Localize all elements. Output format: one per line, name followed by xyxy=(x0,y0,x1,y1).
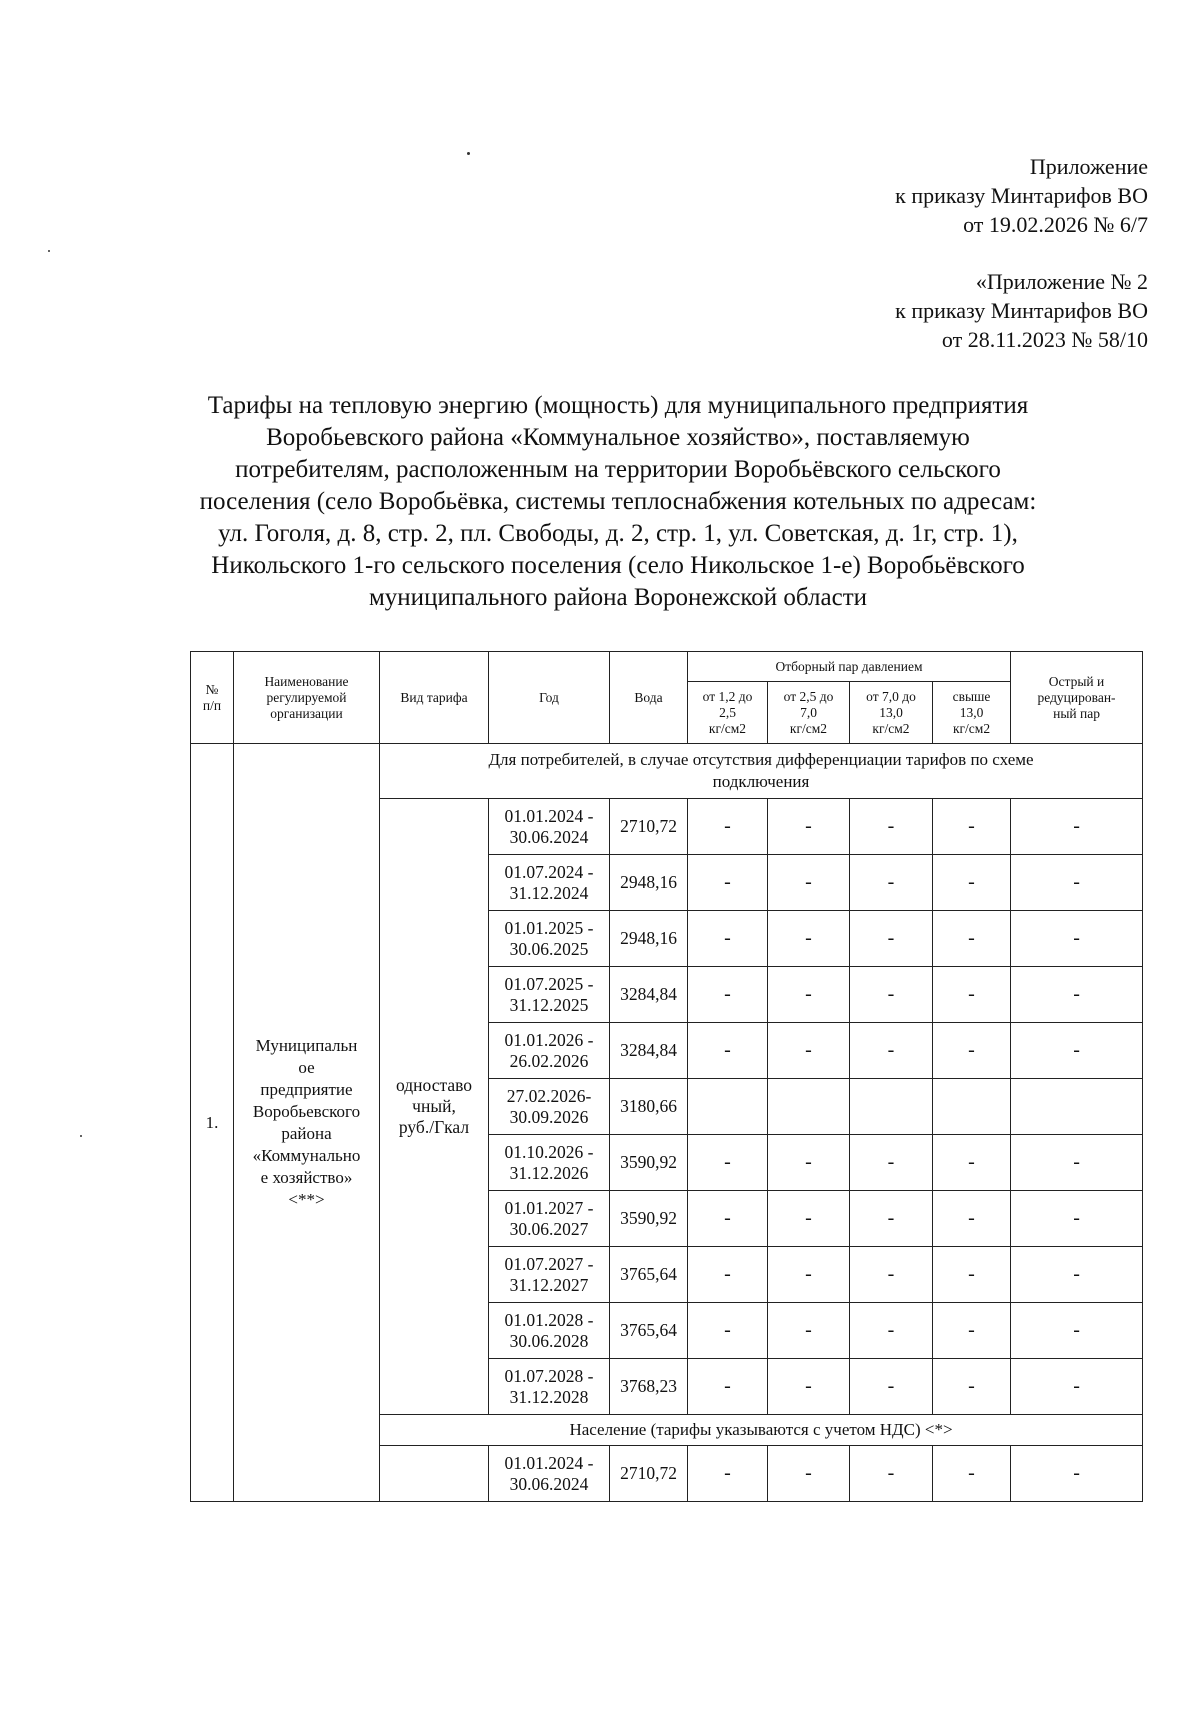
water-tariff-value: 2948,16 xyxy=(610,855,688,911)
steam-tariff-value-p2: - xyxy=(768,1247,850,1303)
steam-tariff-value-p4 xyxy=(933,1079,1011,1135)
scan-speck xyxy=(467,152,470,155)
steam-tariff-value-sharp: - xyxy=(1011,967,1143,1023)
steam-tariff-value-p2: - xyxy=(768,1446,850,1502)
appendix-line: к приказу Минтарифов ВО xyxy=(895,298,1148,323)
title-line: потребителям, расположенным на территории Воробьёвского сельского xyxy=(235,456,1001,483)
water-tariff-value: 3284,84 xyxy=(610,1023,688,1079)
cell-line: Для потребителей, в случае отсутствия дифференциации тарифов по схеме xyxy=(488,750,1034,769)
cell-line: 01.01.2028 - xyxy=(504,1309,594,1330)
section-label-population: Население (тарифы указываются с учетом НДС) <*> xyxy=(380,1415,1143,1446)
steam-tariff-value-p2: - xyxy=(768,1191,850,1247)
cell-line: ое xyxy=(298,1057,315,1077)
period-cell xyxy=(489,1303,610,1359)
cell-line: е хозяйство» xyxy=(260,1167,353,1187)
section-label-consumers xyxy=(380,744,1143,799)
steam-tariff-value-p4: - xyxy=(933,1446,1011,1502)
steam-tariff-value-sharp: - xyxy=(1011,855,1143,911)
steam-tariff-value-p4: - xyxy=(933,967,1011,1023)
cell-line: 01.01.2024 - xyxy=(504,805,594,826)
steam-tariff-value-p4: - xyxy=(933,1247,1011,1303)
cell-line: 01.07.2027 - xyxy=(504,1253,594,1274)
cell-line: 26.02.2026 xyxy=(509,1050,589,1071)
steam-tariff-value-p2 xyxy=(768,1079,850,1135)
cell-line: 31.12.2024 xyxy=(509,882,589,903)
header-steam-above-13-0: свыше 13,0 кг/см2 xyxy=(933,682,1011,744)
steam-tariff-value-p3: - xyxy=(850,1247,933,1303)
steam-tariff-value-sharp: - xyxy=(1011,1191,1143,1247)
steam-tariff-value-p1: - xyxy=(688,1191,768,1247)
cell-line: 31.12.2025 xyxy=(509,994,589,1015)
cell-line: чный, xyxy=(412,1096,456,1116)
cell-line: подключения xyxy=(712,772,810,791)
steam-tariff-value-p3 xyxy=(850,1079,933,1135)
cell-line: одноставо xyxy=(396,1075,472,1095)
header-steam-1-2-to-2-5: от 1,2 до 2,5 кг/см2 xyxy=(688,682,768,744)
document-title xyxy=(178,390,1058,614)
water-tariff-value: 3590,92 xyxy=(610,1135,688,1191)
period-cell xyxy=(489,1079,610,1135)
header-tariff-kind: Вид тарифа xyxy=(380,652,489,744)
steam-tariff-value-sharp: - xyxy=(1011,1359,1143,1415)
steam-tariff-value-p3: - xyxy=(850,855,933,911)
cell-line: 01.07.2025 - xyxy=(504,973,594,994)
title-line: Никольского 1-го сельского поселения (село Никольское 1-е) Воробьёвского xyxy=(211,552,1025,579)
water-tariff-value: 3768,23 xyxy=(610,1359,688,1415)
cell-line: 30.06.2028 xyxy=(509,1330,589,1351)
steam-tariff-value-sharp: - xyxy=(1011,1446,1143,1502)
steam-tariff-value-sharp: - xyxy=(1011,911,1143,967)
water-tariff-value: 3180,66 xyxy=(610,1079,688,1135)
water-tariff-value: 3765,64 xyxy=(610,1303,688,1359)
header-steam-2-5-to-7-0: от 2,5 до 7,0 кг/см2 xyxy=(768,682,850,744)
steam-tariff-value-p2: - xyxy=(768,967,850,1023)
steam-tariff-value-p4: - xyxy=(933,1359,1011,1415)
steam-tariff-value-sharp: - xyxy=(1011,1023,1143,1079)
cell-line: 30.06.2024 xyxy=(509,1473,589,1494)
water-tariff-value: 3590,92 xyxy=(610,1191,688,1247)
cell-line: 01.07.2024 - xyxy=(504,861,594,882)
scan-speck xyxy=(80,1135,82,1137)
steam-tariff-value-p2: - xyxy=(768,799,850,855)
period-cell xyxy=(489,1247,610,1303)
period-cell xyxy=(489,967,610,1023)
period-cell xyxy=(489,911,610,967)
appendix-line: от 28.11.2023 № 58/10 xyxy=(941,327,1148,352)
tariff-table xyxy=(190,651,1143,1502)
steam-tariff-value-p1: - xyxy=(688,1247,768,1303)
cell-line: 31.12.2028 xyxy=(509,1386,589,1407)
steam-tariff-value-p3: - xyxy=(850,1023,933,1079)
appendix-line: к приказу Минтарифов ВО xyxy=(895,183,1148,208)
tariff-kind-empty xyxy=(380,1446,489,1502)
period-cell xyxy=(489,1359,610,1415)
appendix-line: «Приложение № 2 xyxy=(975,269,1148,294)
steam-tariff-value-p3: - xyxy=(850,1446,933,1502)
steam-tariff-value-p2: - xyxy=(768,1135,850,1191)
cell-line: 01.01.2025 - xyxy=(504,917,594,938)
steam-tariff-value-p2: - xyxy=(768,1359,850,1415)
cell-line: <**> xyxy=(288,1189,325,1209)
cell-line: 01.01.2026 - xyxy=(504,1029,594,1050)
period-cell xyxy=(489,1135,610,1191)
title-line: ул. Гоголя, д. 8, стр. 2, пл. Свободы, д. 2, стр. 1, ул. Советская, д. 1г, стр. 1), xyxy=(218,520,1018,547)
period-cell xyxy=(489,1023,610,1079)
period-cell xyxy=(489,855,610,911)
cell-line: 30.06.2025 xyxy=(509,938,589,959)
cell-line: 01.07.2028 - xyxy=(504,1365,594,1386)
steam-tariff-value-p2: - xyxy=(768,1023,850,1079)
steam-tariff-value-p1: - xyxy=(688,1446,768,1502)
cell-line: Муниципальн xyxy=(255,1035,358,1055)
section-row-consumers xyxy=(191,744,1143,799)
steam-tariff-value-p3: - xyxy=(850,1191,933,1247)
steam-tariff-value-p3: - xyxy=(850,967,933,1023)
row-number: 1. xyxy=(191,744,234,1502)
title-line: Тарифы на тепловую энергию (мощность) для муниципального предприятия xyxy=(207,392,1029,419)
header-steam-7-0-to-13-0: от 7,0 до 13,0 кг/см2 xyxy=(850,682,933,744)
steam-tariff-value-p3: - xyxy=(850,799,933,855)
water-tariff-value: 3765,64 xyxy=(610,1247,688,1303)
header-steam-group: Отборный пар давлением xyxy=(688,652,1011,682)
steam-tariff-value-p3: - xyxy=(850,911,933,967)
appendix-reference-current xyxy=(895,152,1148,239)
title-line: поселения (село Воробьёвка, системы теплоснабжения котельных по адресам: xyxy=(199,488,1037,515)
steam-tariff-value-p4: - xyxy=(933,1135,1011,1191)
steam-tariff-value-p1: - xyxy=(688,1359,768,1415)
steam-tariff-value-p4: - xyxy=(933,1303,1011,1359)
cell-line: района xyxy=(281,1123,332,1143)
cell-line: 01.01.2027 - xyxy=(504,1197,594,1218)
scan-speck xyxy=(48,250,50,252)
steam-tariff-value-p3: - xyxy=(850,1135,933,1191)
steam-tariff-value-p4: - xyxy=(933,1191,1011,1247)
steam-tariff-value-p1: - xyxy=(688,855,768,911)
cell-line: 31.12.2027 xyxy=(509,1274,589,1295)
header-year: Год xyxy=(489,652,610,744)
steam-tariff-value-p3: - xyxy=(850,1359,933,1415)
appendix-reference-original xyxy=(895,267,1148,354)
steam-tariff-value-p1: - xyxy=(688,1023,768,1079)
header-water: Вода xyxy=(610,652,688,744)
steam-tariff-value-p1: - xyxy=(688,1135,768,1191)
header-number: № п/п xyxy=(191,652,234,744)
water-tariff-value: 2710,72 xyxy=(610,799,688,855)
appendix-line: от 19.02.2026 № 6/7 xyxy=(963,212,1148,237)
steam-tariff-value-p1: - xyxy=(688,911,768,967)
cell-line: 01.01.2024 - xyxy=(504,1452,594,1473)
steam-tariff-value-p2: - xyxy=(768,855,850,911)
steam-tariff-value-p4: - xyxy=(933,799,1011,855)
steam-tariff-value-p4: - xyxy=(933,855,1011,911)
appendix-line: Приложение xyxy=(1029,154,1148,179)
steam-tariff-value-p1: - xyxy=(688,799,768,855)
cell-line: 30.09.2026 xyxy=(509,1106,589,1127)
water-tariff-value: 2948,16 xyxy=(610,911,688,967)
cell-line: 31.12.2026 xyxy=(509,1162,589,1183)
steam-tariff-value-p1: - xyxy=(688,967,768,1023)
period-cell xyxy=(489,1446,610,1502)
steam-tariff-value-p2: - xyxy=(768,911,850,967)
cell-line: 01.10.2026 - xyxy=(504,1141,594,1162)
steam-tariff-value-sharp xyxy=(1011,1079,1143,1135)
period-cell xyxy=(489,1191,610,1247)
steam-tariff-value-p1: - xyxy=(688,1303,768,1359)
steam-tariff-value-p3: - xyxy=(850,1303,933,1359)
cell-line: 27.02.2026- xyxy=(506,1085,592,1106)
header-organization: Наименование регулируемой организации xyxy=(234,652,380,744)
cell-line: Воробьевского xyxy=(252,1101,361,1121)
steam-tariff-value-p1 xyxy=(688,1079,768,1135)
cell-line: 30.06.2027 xyxy=(509,1218,589,1239)
steam-tariff-value-p2: - xyxy=(768,1303,850,1359)
header-sharp-steam: Острый и редуцирован- ный пар xyxy=(1011,652,1143,744)
organization-name xyxy=(234,744,380,1502)
period-cell xyxy=(489,799,610,855)
water-tariff-value: 3284,84 xyxy=(610,967,688,1023)
cell-line: предприятие xyxy=(260,1079,353,1099)
steam-tariff-value-p4: - xyxy=(933,911,1011,967)
tariff-kind xyxy=(380,799,489,1415)
cell-line: 30.06.2024 xyxy=(509,826,589,847)
steam-tariff-value-sharp: - xyxy=(1011,1135,1143,1191)
steam-tariff-value-sharp: - xyxy=(1011,1247,1143,1303)
water-tariff-value: 2710,72 xyxy=(610,1446,688,1502)
title-line: Воробьевского района «Коммунальное хозяйство», поставляемую xyxy=(266,424,970,451)
cell-line: «Коммунально xyxy=(252,1145,361,1165)
steam-tariff-value-sharp: - xyxy=(1011,1303,1143,1359)
cell-line: руб./Гкал xyxy=(398,1117,470,1137)
title-line: муниципального района Воронежской области xyxy=(368,584,867,611)
steam-tariff-value-sharp: - xyxy=(1011,799,1143,855)
steam-tariff-value-p4: - xyxy=(933,1023,1011,1079)
